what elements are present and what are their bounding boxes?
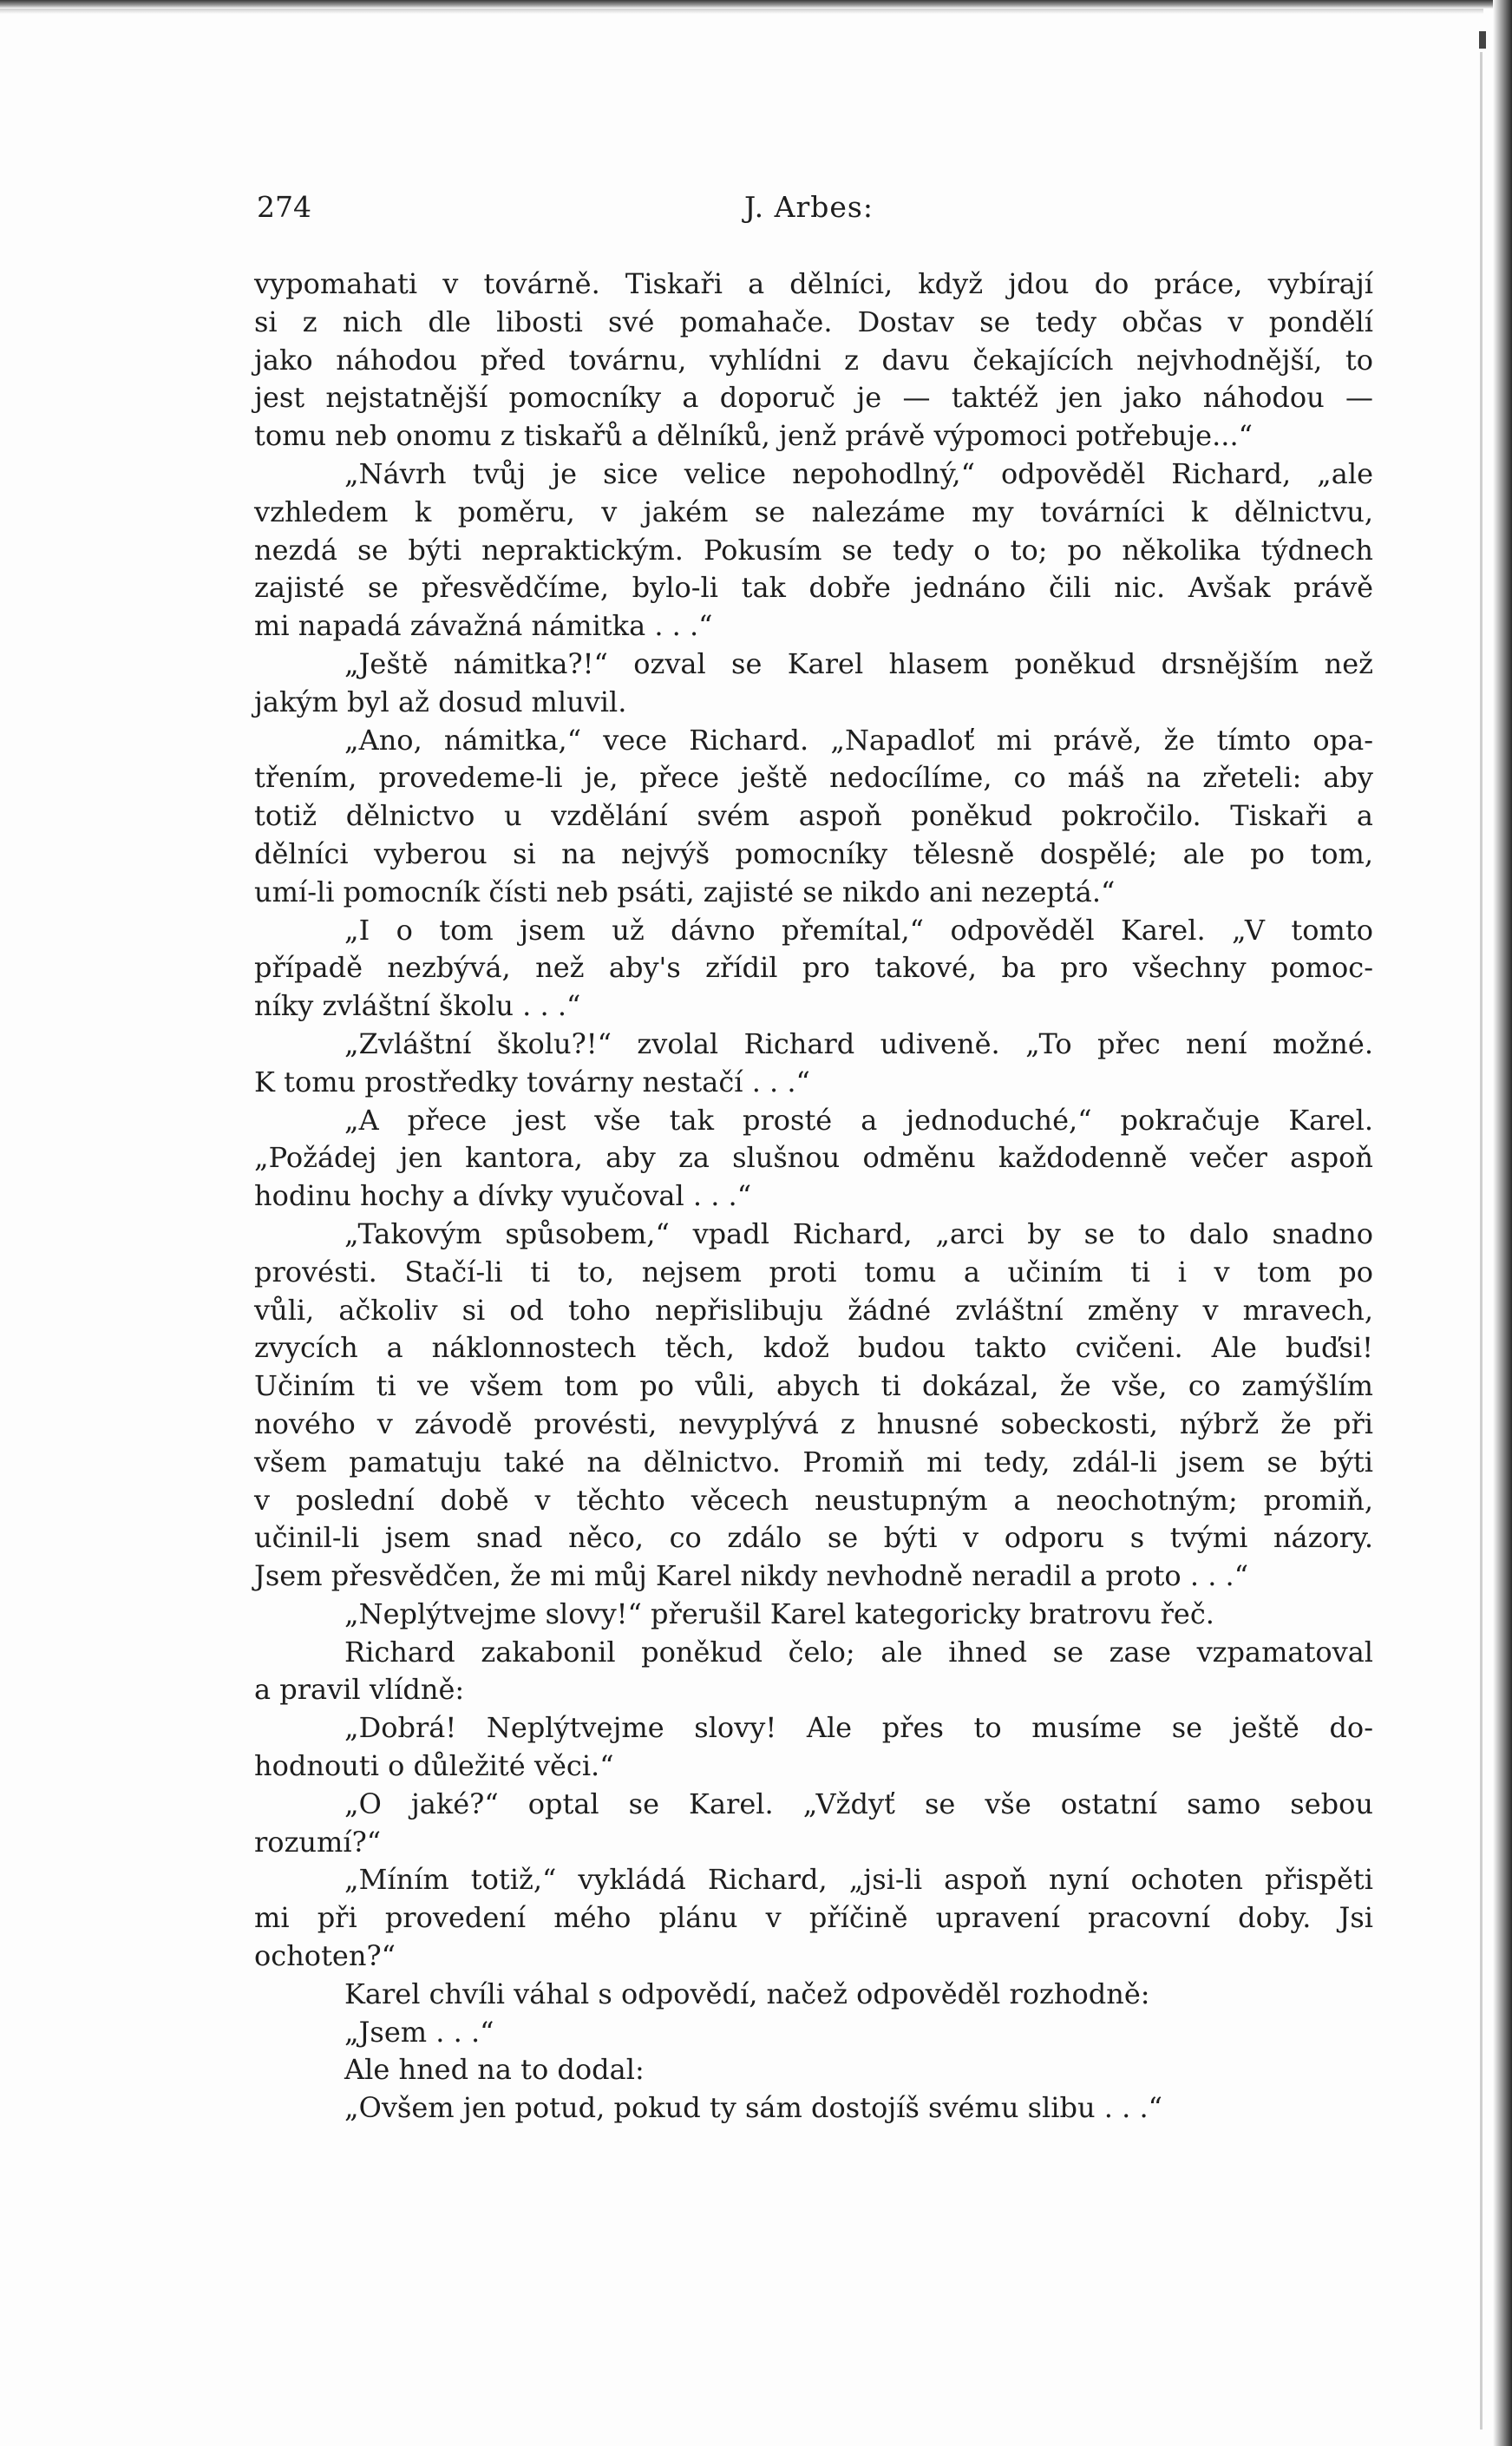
text-line: jest nejstatnější pomocníky a doporuč je — taktéž jen jako náhodou — (254, 381, 1373, 415)
text-line: totiž dělnictvo u vzdělání svém aspoň poněkud pokročilo. Tiskaři a (254, 799, 1373, 833)
text-line: rozumí?“ (254, 1825, 382, 1859)
text-line: „Zvláštní školu?!“ zvolal Richard udiveně. „To přec není možné. (344, 1026, 1373, 1060)
text-line: provésti. Stačí-li ti to, nejsem proti tomu a učiním ti i v tom po (254, 1255, 1373, 1289)
text-line: „Ještě námitka?!“ ozval se Karel hlasem poněkud drsnějším než (344, 646, 1373, 680)
text-line: mi napadá závažná námitka . . .“ (254, 609, 713, 643)
text-line: jako náhodou před továrnu, vyhlídni z davu čekajících nejvhodnější, to (254, 343, 1373, 377)
text-line: nového v závodě provésti, nevyplývá z hnusné sobeckosti, nýbrž že při (254, 1407, 1373, 1440)
text-line: tomu neb onomu z tiskařů a dělníků, jenž právě výpomoci potřebuje...“ (254, 419, 1253, 453)
body-text (254, 266, 1373, 2128)
text-line: třením, provedeme-li je, přece ještě nedocílíme, co máš na zřeteli: aby (254, 761, 1373, 795)
text-line: všem pamatuju také na dělnictvo. Promiň mi tedy, zdál-li jsem se býti (254, 1445, 1373, 1479)
text-line: mi při provedení mého plánu v příčině upravení pracovní doby. Jsi (254, 1901, 1373, 1935)
page-number: 274 (257, 190, 311, 224)
text-line: učinil-li jsem snad něco, co zdálo se býti v odporu s tvými názory. (254, 1521, 1373, 1555)
text-line: umí-li pomocník čísti neb psáti, zajisté se nikdo ani nezeptá.“ (254, 875, 1116, 908)
text-line: níky zvláštní školu . . .“ (254, 989, 581, 1023)
text-line: „Míním totiž,“ vykládá Richard, „jsi-li aspoň nyní ochoten přispěti (344, 1863, 1373, 1897)
text-line: hodinu hochy a dívky vyučoval . . .“ (254, 1179, 752, 1213)
text-line: v poslední době v těchto věcech neustupným a neochotným; promiň, (254, 1483, 1373, 1517)
text-line: „Ano, námitka,“ vece Richard. „Napadloť mi právě, že tímto opa- (344, 723, 1373, 757)
text-line: zvycích a náklonnostech těch, kdož budou takto cvičeni. Ale buďsi! (254, 1331, 1373, 1365)
text-line: Richard zakabonil poněkud čelo; ale ihned se zase vzpamatoval (344, 1635, 1373, 1669)
text-line: vzhledem k poměru, v jakém se nalezáme my továrníci k dělnictvu, (254, 495, 1373, 528)
text-line: „Návrh tvůj je sice velice nepohodlný,“ odpověděl Richard, „ale (344, 456, 1373, 490)
text-line: K tomu prostředky továrny nestačí . . .“ (254, 1065, 810, 1098)
text-line: „Dobrá! Neplýtvejme slovy! Ale přes to musíme se ještě do- (344, 1711, 1373, 1745)
scan-corner-mark (1479, 31, 1486, 49)
scan-right-margin-line (1480, 52, 1483, 2430)
text-line: „O jaké?“ optal se Karel. „Vždyť se vše ostatní samo sebou (344, 1787, 1373, 1820)
text-line: „Ovšem jen potud, pokud ty sám dostojíš svému slibu . . .“ (344, 2091, 1162, 2125)
text-line: „Takovým spůsobem,“ vpadl Richard, „arci by se to dalo snadno (344, 1216, 1373, 1250)
text-line: „Požádej jen kantora, aby za slušnou odměnu každodenně večer aspoň (254, 1141, 1373, 1175)
text-line: Učiním ti ve všem tom po vůli, abych ti dokázal, že vše, co zamýšlím (254, 1369, 1373, 1403)
text-line: „A přece jest vše tak prosté a jednoduché,“ pokračuje Karel. (344, 1103, 1373, 1137)
text-line: Karel chvíli váhal s odpovědí, načež odpověděl rozhodně: (344, 1977, 1150, 2010)
running-head: J. Arbes: (744, 190, 874, 224)
text-line: Ale hned na to dodal: (344, 2053, 645, 2087)
text-line: vůli, ačkoliv si od toho nepřislibuju žádné zvláštní změny v mravech, (254, 1293, 1373, 1327)
text-line: „Jsem . . .“ (344, 2015, 494, 2049)
page-header (257, 186, 1384, 229)
text-line: nezdá se býti nepraktickým. Pokusím se tedy o to; po několika týdnech (254, 533, 1373, 567)
text-line: hodnouti o důležité věci.“ (254, 1749, 614, 1783)
text-line: ochoten?“ (254, 1939, 396, 1973)
scan-top-shadow (0, 9, 1483, 14)
text-line: zajisté se přesvědčíme, bylo-li tak dobře jednáno čili nic. Avšak právě (254, 571, 1373, 605)
scan-right-edge (1493, 0, 1512, 2446)
text-line: vypomahati v továrně. Tiskaři a dělníci, když jdou do práce, vybírají (254, 267, 1373, 300)
text-line: „Neplýtvejme slovy!“ přerušil Karel kategoricky bratrovu řeč. (344, 1597, 1214, 1630)
text-line: „I o tom jsem už dávno přemítal,“ odpověděl Karel. „V tomto (344, 913, 1373, 947)
text-line: si z nich dle libosti své pomahače. Dostav se tedy občas v pondělí (254, 305, 1373, 338)
text-line: dělníci vyberou si na nejvýš pomocníky tělesně dospělé; ale po tom, (254, 836, 1373, 870)
text-line: Jsem přesvědčen, že mi můj Karel nikdy nevhodně neradil a proto . . .“ (254, 1559, 1249, 1593)
text-line: případě nezbývá, než aby's zřídil pro takové, ba pro všechny pomoc- (254, 951, 1373, 985)
text-line: jakým byl až dosud mluvil. (254, 685, 627, 718)
text-line: a pravil vlídně: (254, 1673, 465, 1707)
scan-top-edge (0, 0, 1512, 9)
